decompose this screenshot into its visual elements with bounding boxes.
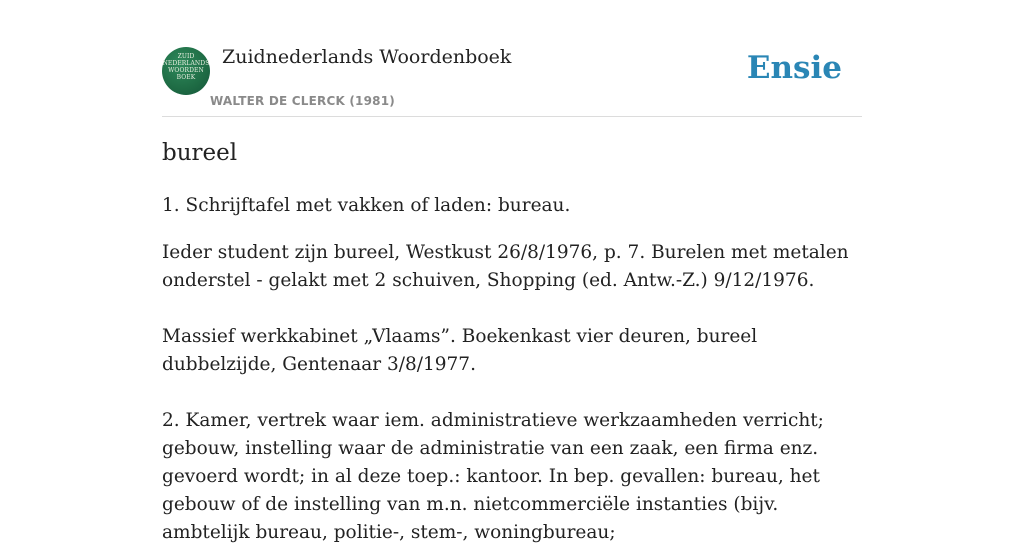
entry-headword: bureel <box>162 140 238 166</box>
logo-line: BOEK <box>176 74 196 81</box>
entry-paragraph: 1. Schrijftafel met vakken of laden: bureau. <box>162 195 571 216</box>
author-label: WALTER DE CLERCK (1981) <box>210 94 395 108</box>
logo-text <box>162 53 210 81</box>
logo-line: NEDERLANDS <box>162 60 210 67</box>
logo-line: WOORDEN <box>168 67 204 74</box>
entry-paragraph: Ieder student zijn bureel, Westkust 26/8/1976, p. 7. Burelen met metalen onderstel - gelakt met 2 schuiven, Shopping (ed. Antw.-Z.) 9/12/1976. <box>162 242 849 291</box>
page-container <box>162 0 862 543</box>
logo-line: ZUID <box>177 53 195 60</box>
entry-paragraph: Massief werkkabinet „Vlaams”. Boekenkast vier deuren, bureel dubbelzijde, Gentenaar 3/8/1977. <box>162 326 758 375</box>
ensie-logo-link[interactable]: Ensie <box>746 50 842 86</box>
book-header <box>162 0 862 117</box>
entry-paragraph: 2. Kamer, vertrek waar iem. administratieve werkzaamheden verricht; gebouw, instelling waar de administratie van een zaak, een firma enz. gevoerd wordt; in al deze toep.: kantoor. In bep. gevallen: bureau, het gebouw of de instelling van m.n. nietcommerciële instanties (bijv. ambtelijk bureau, politie-, stem-, woningbureau; <box>162 410 824 543</box>
book-cover-logo[interactable] <box>162 47 210 95</box>
book-title-link[interactable]: Zuidnederlands Woordenboek <box>222 46 512 68</box>
